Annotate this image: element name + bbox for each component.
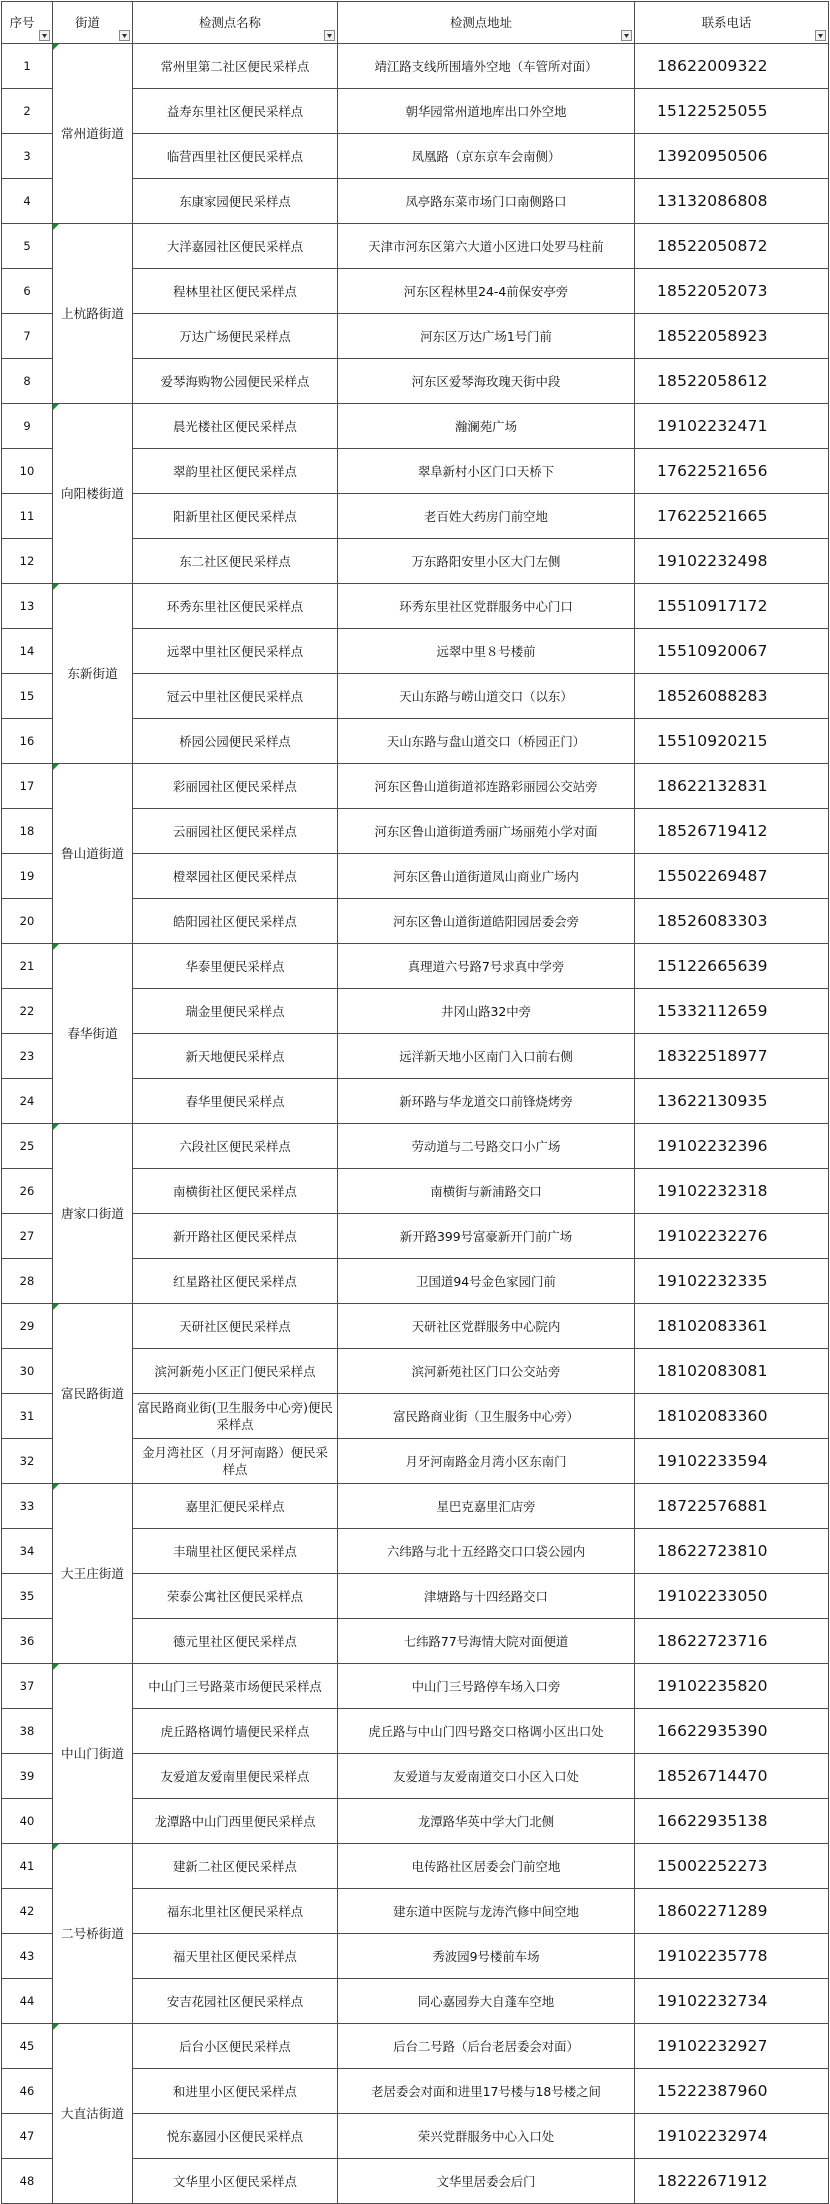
site-name-cell: 丰瑞里社区便民采样点 (133, 1529, 338, 1574)
site-address-cell: 滨河新苑社区门口公交站旁 (338, 1349, 635, 1394)
phone-cell: 13920950506 (635, 134, 829, 179)
index-cell: 41 (2, 1844, 53, 1889)
phone-cell: 19102232927 (635, 2024, 829, 2069)
index-cell: 18 (2, 809, 53, 854)
site-name-cell: 新开路社区便民采样点 (133, 1214, 338, 1259)
index-cell: 11 (2, 494, 53, 539)
site-address-cell: 电传路社区居委会门前空地 (338, 1844, 635, 1889)
index-cell: 47 (2, 2114, 53, 2159)
phone-cell: 18722576881 (635, 1484, 829, 1529)
index-cell: 36 (2, 1619, 53, 1664)
street-cell (53, 224, 133, 404)
cell-comment-marker (53, 584, 59, 590)
site-name-cell: 环秀东里社区便民采样点 (133, 584, 338, 629)
site-name-cell: 六段社区便民采样点 (133, 1124, 338, 1169)
cell-comment-marker (53, 764, 59, 770)
table-row (2, 44, 829, 89)
site-name-cell: 嘉里汇便民采样点 (133, 1484, 338, 1529)
phone-cell: 18622723810 (635, 1529, 829, 1574)
site-name-cell: 福天里社区便民采样点 (133, 1934, 338, 1979)
site-address-cell: 翠阜新村小区门口天桥下 (338, 449, 635, 494)
cell-comment-marker (53, 1304, 59, 1310)
street-name: 上杭路街道 (61, 306, 124, 321)
site-name-cell: 滨河新苑小区正门便民采样点 (133, 1349, 338, 1394)
site-name-cell: 橙翠园社区便民采样点 (133, 854, 338, 899)
site-name-cell: 虎丘路格调竹墙便民采样点 (133, 1709, 338, 1754)
site-address-cell: 南横街与新浦路交口 (338, 1169, 635, 1214)
phone-cell: 17622521656 (635, 449, 829, 494)
phone-cell: 19102232276 (635, 1214, 829, 1259)
site-name-cell: 悦东嘉园小区便民采样点 (133, 2114, 338, 2159)
table-row (2, 404, 829, 449)
index-cell: 24 (2, 1079, 53, 1124)
index-cell: 4 (2, 179, 53, 224)
site-address-cell: 万东路阳安里小区大门左侧 (338, 539, 635, 584)
table-row (2, 1664, 829, 1709)
table-row (2, 584, 829, 629)
phone-cell: 15002252273 (635, 1844, 829, 1889)
header-phone-label: 联系电话 (701, 15, 752, 30)
site-name-cell: 中山门三号路菜市场便民采样点 (133, 1664, 338, 1709)
cell-comment-marker (53, 1484, 59, 1490)
street-name: 富民路街道 (61, 1386, 124, 1401)
index-cell: 17 (2, 764, 53, 809)
index-cell: 40 (2, 1799, 53, 1844)
site-address-cell: 老百姓大药房门前空地 (338, 494, 635, 539)
phone-cell: 19102233050 (635, 1574, 829, 1619)
phone-cell: 18622723716 (635, 1619, 829, 1664)
site-name-cell: 新天地便民采样点 (133, 1034, 338, 1079)
index-cell: 31 (2, 1394, 53, 1439)
street-name: 常州道街道 (61, 126, 124, 141)
cell-comment-marker (53, 944, 59, 950)
site-address-cell: 虎丘路与中山门四号路交口格调小区出口处 (338, 1709, 635, 1754)
phone-cell: 18522050872 (635, 224, 829, 269)
street-name: 东新街道 (67, 666, 118, 681)
index-cell: 38 (2, 1709, 53, 1754)
index-cell: 2 (2, 89, 53, 134)
index-cell: 32 (2, 1439, 53, 1484)
site-address-cell: 星巴克嘉里汇店旁 (338, 1484, 635, 1529)
phone-cell: 16622935138 (635, 1799, 829, 1844)
site-address-cell: 河东区鲁山道街道凤山商业广场内 (338, 854, 635, 899)
site-address-cell: 建东道中医院与龙涛汽修中间空地 (338, 1889, 635, 1934)
site-address-cell: 老居委会对面和进里17号楼与18号楼之间 (338, 2069, 635, 2114)
index-cell: 45 (2, 2024, 53, 2069)
index-cell: 15 (2, 674, 53, 719)
site-name-cell: 和进里小区便民采样点 (133, 2069, 338, 2114)
site-address-cell: 真理道六号路7号求真中学旁 (338, 944, 635, 989)
site-address-cell: 河东区鲁山道街道祁连路彩丽园公交站旁 (338, 764, 635, 809)
street-name: 大直沽街道 (61, 2106, 124, 2121)
site-address-cell: 井冈山路32中旁 (338, 989, 635, 1034)
street-name: 大王庄街道 (61, 1566, 124, 1581)
dropdown-arrow-icon (624, 34, 629, 38)
site-address-cell: 河东区程林里24-4前保安亭旁 (338, 269, 635, 314)
phone-cell: 19102233594 (635, 1439, 829, 1484)
street-cell (53, 44, 133, 224)
index-cell: 34 (2, 1529, 53, 1574)
cell-comment-marker (53, 1844, 59, 1850)
phone-cell: 19102232471 (635, 404, 829, 449)
phone-cell: 18622132831 (635, 764, 829, 809)
site-address-cell: 靖江路支线所围墙外空地（车管所对面） (338, 44, 635, 89)
phone-cell: 18102083360 (635, 1394, 829, 1439)
street-cell (53, 584, 133, 764)
site-address-cell: 津塘路与十四经路交口 (338, 1574, 635, 1619)
street-name: 春华街道 (67, 1026, 118, 1041)
phone-cell: 19102232396 (635, 1124, 829, 1169)
header-row (2, 2, 829, 44)
site-address-cell: 龙潭路华英中学大门北侧 (338, 1799, 635, 1844)
site-address-cell: 月牙河南路金月湾小区东南门 (338, 1439, 635, 1484)
street-cell (53, 404, 133, 584)
filter-dropdown-button[interactable] (324, 30, 335, 41)
cell-comment-marker (53, 404, 59, 410)
filter-dropdown-button[interactable] (621, 30, 632, 41)
site-name-cell: 龙潭路中山门西里便民采样点 (133, 1799, 338, 1844)
site-name-cell: 安吉花园社区便民采样点 (133, 1979, 338, 2024)
site-name-cell: 彩丽园社区便民采样点 (133, 764, 338, 809)
dropdown-arrow-icon (42, 34, 47, 38)
site-name-cell: 益寿东里社区便民采样点 (133, 89, 338, 134)
phone-cell: 16622935390 (635, 1709, 829, 1754)
index-cell: 7 (2, 314, 53, 359)
site-name-cell: 瑞金里便民采样点 (133, 989, 338, 1034)
site-name-cell: 临营西里社区便民采样点 (133, 134, 338, 179)
table-row (2, 944, 829, 989)
phone-cell: 18622009322 (635, 44, 829, 89)
phone-cell: 15510920215 (635, 719, 829, 764)
cell-comment-marker (53, 224, 59, 230)
site-name-cell: 东康家园便民采样点 (133, 179, 338, 224)
site-address-cell: 后台二号路（后台老居委会对面） (338, 2024, 635, 2069)
site-address-cell: 秀波园9号楼前车场 (338, 1934, 635, 1979)
site-address-cell: 凤凰路（京东京车会南侧） (338, 134, 635, 179)
site-address-cell: 友爱道与友爱南道交口小区入口处 (338, 1754, 635, 1799)
site-address-cell: 河东区万达广场1号门前 (338, 314, 635, 359)
site-name-cell: 金月湾社区（月牙河南路）便民采样点 (133, 1439, 338, 1484)
header-address-label: 检测点地址 (450, 15, 512, 30)
dropdown-arrow-icon (818, 34, 823, 38)
phone-cell: 18522052073 (635, 269, 829, 314)
index-cell: 35 (2, 1574, 53, 1619)
site-address-cell: 河东区鲁山道街道皓阳园居委会旁 (338, 899, 635, 944)
street-cell (53, 944, 133, 1124)
site-name-cell: 红星路社区便民采样点 (133, 1259, 338, 1304)
index-cell: 14 (2, 629, 53, 674)
cell-comment-marker (53, 44, 59, 50)
index-cell: 22 (2, 989, 53, 1034)
site-name-cell: 后台小区便民采样点 (133, 2024, 338, 2069)
index-cell: 28 (2, 1259, 53, 1304)
index-cell: 44 (2, 1979, 53, 2024)
site-name-cell: 万达广场便民采样点 (133, 314, 338, 359)
cell-comment-marker (53, 1664, 59, 1670)
index-cell: 16 (2, 719, 53, 764)
site-address-cell: 天山东路与盘山道交口（桥园正门） (338, 719, 635, 764)
table-row (2, 2024, 829, 2069)
site-name-cell: 冠云中里社区便民采样点 (133, 674, 338, 719)
phone-cell: 18526083303 (635, 899, 829, 944)
street-name: 向阳楼街道 (61, 486, 124, 501)
site-name-cell: 大洋嘉园社区便民采样点 (133, 224, 338, 269)
index-cell: 42 (2, 1889, 53, 1934)
phone-cell: 19102232974 (635, 2114, 829, 2159)
table-row (2, 1304, 829, 1349)
phone-cell: 18522058923 (635, 314, 829, 359)
phone-cell: 19102232498 (635, 539, 829, 584)
site-name-cell: 建新二社区便民采样点 (133, 1844, 338, 1889)
street-name: 二号桥街道 (61, 1926, 124, 1941)
header-index-label: 序号 (9, 15, 35, 30)
site-name-cell: 常州里第二社区便民采样点 (133, 44, 338, 89)
index-cell: 21 (2, 944, 53, 989)
phone-cell: 18602271289 (635, 1889, 829, 1934)
site-name-cell: 翠韵里社区便民采样点 (133, 449, 338, 494)
site-address-cell: 河东区爱琴海玫瑰天街中段 (338, 359, 635, 404)
site-address-cell: 天津市河东区第六大道小区进口处罗马柱前 (338, 224, 635, 269)
filter-dropdown-button[interactable] (39, 30, 50, 41)
site-address-cell: 文华里居委会后门 (338, 2159, 635, 2204)
site-address-cell: 富民路商业街（卫生服务中心旁） (338, 1394, 635, 1439)
site-address-cell: 环秀东里社区党群服务中心门口 (338, 584, 635, 629)
phone-cell: 19102232734 (635, 1979, 829, 2024)
phone-cell: 13622130935 (635, 1079, 829, 1124)
index-cell: 48 (2, 2159, 53, 2204)
phone-cell: 17622521665 (635, 494, 829, 539)
table-row (2, 1484, 829, 1529)
street-cell (53, 1304, 133, 1484)
dropdown-arrow-icon (122, 34, 127, 38)
site-name-cell: 阳新里社区便民采样点 (133, 494, 338, 539)
site-name-cell: 福东北里社区便民采样点 (133, 1889, 338, 1934)
site-name-cell: 友爱道友爱南里便民采样点 (133, 1754, 338, 1799)
site-address-cell: 天研社区党群服务中心院内 (338, 1304, 635, 1349)
index-cell: 33 (2, 1484, 53, 1529)
phone-cell: 15510917172 (635, 584, 829, 629)
street-cell (53, 764, 133, 944)
site-address-cell: 朝华园常州道地库出口外空地 (338, 89, 635, 134)
site-name-cell: 爱琴海购物公园便民采样点 (133, 359, 338, 404)
site-name-cell: 皓阳园社区便民采样点 (133, 899, 338, 944)
site-name-cell: 云丽园社区便民采样点 (133, 809, 338, 854)
site-address-cell: 瀚澜苑广场 (338, 404, 635, 449)
site-address-cell: 同心嘉园券大自蓬车空地 (338, 1979, 635, 2024)
filter-dropdown-button[interactable] (119, 30, 130, 41)
phone-cell: 18102083081 (635, 1349, 829, 1394)
site-address-cell: 荣兴党群服务中心入口处 (338, 2114, 635, 2159)
index-cell: 8 (2, 359, 53, 404)
index-cell: 1 (2, 44, 53, 89)
phone-cell: 18322518977 (635, 1034, 829, 1079)
phone-cell: 13132086808 (635, 179, 829, 224)
street-cell (53, 1484, 133, 1664)
site-address-cell: 凤亭路东菜市场门口南侧路口 (338, 179, 635, 224)
index-cell: 9 (2, 404, 53, 449)
table-row (2, 224, 829, 269)
street-name: 唐家口街道 (61, 1206, 124, 1221)
phone-cell: 15122665639 (635, 944, 829, 989)
phone-cell: 19102232335 (635, 1259, 829, 1304)
site-address-cell: 新环路与华龙道交口前锋烧烤旁 (338, 1079, 635, 1124)
street-cell (53, 1124, 133, 1304)
phone-cell: 19102232318 (635, 1169, 829, 1214)
phone-cell: 15332112659 (635, 989, 829, 1034)
site-address-cell: 新开路399号富豪新开门前广场 (338, 1214, 635, 1259)
street-cell (53, 2024, 133, 2204)
table-row (2, 1124, 829, 1169)
site-address-cell: 远洋新天地小区南门入口前右侧 (338, 1034, 635, 1079)
site-address-cell: 劳动道与二号路交口小广场 (338, 1124, 635, 1169)
testing-sites-table (1, 1, 829, 2204)
header-phone (635, 2, 829, 44)
index-cell: 20 (2, 899, 53, 944)
site-name-cell: 晨光楼社区便民采样点 (133, 404, 338, 449)
index-cell: 6 (2, 269, 53, 314)
phone-cell: 18526719412 (635, 809, 829, 854)
table-row (2, 1844, 829, 1889)
header-address (338, 2, 635, 44)
site-name-cell: 德元里社区便民采样点 (133, 1619, 338, 1664)
index-cell: 25 (2, 1124, 53, 1169)
site-address-cell: 六纬路与北十五经路交口口袋公园内 (338, 1529, 635, 1574)
index-cell: 37 (2, 1664, 53, 1709)
table-body (2, 44, 829, 2204)
phone-cell: 15222387960 (635, 2069, 829, 2114)
cell-comment-marker (53, 2024, 59, 2030)
site-address-cell: 卫国道94号金色家园门前 (338, 1259, 635, 1304)
street-name: 中山门街道 (61, 1746, 124, 1761)
phone-cell: 18526714470 (635, 1754, 829, 1799)
index-cell: 19 (2, 854, 53, 899)
index-cell: 3 (2, 134, 53, 179)
site-name-cell: 程林里社区便民采样点 (133, 269, 338, 314)
site-name-cell: 远翠中里社区便民采样点 (133, 629, 338, 674)
site-name-cell: 春华里便民采样点 (133, 1079, 338, 1124)
phone-cell: 19102235820 (635, 1664, 829, 1709)
index-cell: 27 (2, 1214, 53, 1259)
site-name-cell: 天研社区便民采样点 (133, 1304, 338, 1349)
header-street-label: 街道 (75, 15, 100, 30)
dropdown-arrow-icon (327, 34, 332, 38)
index-cell: 43 (2, 1934, 53, 1979)
index-cell: 5 (2, 224, 53, 269)
site-name-cell: 华泰里便民采样点 (133, 944, 338, 989)
index-cell: 26 (2, 1169, 53, 1214)
cell-comment-marker (53, 1124, 59, 1130)
site-name-cell: 东二社区便民采样点 (133, 539, 338, 584)
street-cell (53, 1844, 133, 2024)
site-address-cell: 七纬路77号海情大院对面便道 (338, 1619, 635, 1664)
index-cell: 10 (2, 449, 53, 494)
header-name-label: 检测点名称 (199, 15, 261, 30)
index-cell: 23 (2, 1034, 53, 1079)
index-cell: 46 (2, 2069, 53, 2114)
site-name-cell: 南横街社区便民采样点 (133, 1169, 338, 1214)
street-cell (53, 1664, 133, 1844)
header-name (133, 2, 338, 44)
table-row (2, 764, 829, 809)
index-cell: 39 (2, 1754, 53, 1799)
filter-dropdown-button[interactable] (815, 30, 826, 41)
phone-cell: 18222671912 (635, 2159, 829, 2204)
site-address-cell: 河东区鲁山道街道秀丽广场丽苑小学对面 (338, 809, 635, 854)
site-name-cell: 桥园公园便民采样点 (133, 719, 338, 764)
phone-cell: 18526088283 (635, 674, 829, 719)
phone-cell: 15510920067 (635, 629, 829, 674)
index-cell: 29 (2, 1304, 53, 1349)
phone-cell: 15122525055 (635, 89, 829, 134)
site-address-cell: 中山门三号路停车场入口旁 (338, 1664, 635, 1709)
phone-cell: 19102235778 (635, 1934, 829, 1979)
street-name: 鲁山道街道 (61, 846, 124, 861)
header-street (53, 2, 133, 44)
site-name-cell: 文华里小区便民采样点 (133, 2159, 338, 2204)
index-cell: 30 (2, 1349, 53, 1394)
header-index (2, 2, 53, 44)
phone-cell: 15502269487 (635, 854, 829, 899)
index-cell: 13 (2, 584, 53, 629)
phone-cell: 18522058612 (635, 359, 829, 404)
site-name-cell: 荣泰公寓社区便民采样点 (133, 1574, 338, 1619)
site-name-cell: 富民路商业街(卫生服务中心旁)便民采样点 (133, 1394, 338, 1439)
index-cell: 12 (2, 539, 53, 584)
site-address-cell: 天山东路与崂山道交口（以东） (338, 674, 635, 719)
phone-cell: 18102083361 (635, 1304, 829, 1349)
site-address-cell: 远翠中里８号楼前 (338, 629, 635, 674)
